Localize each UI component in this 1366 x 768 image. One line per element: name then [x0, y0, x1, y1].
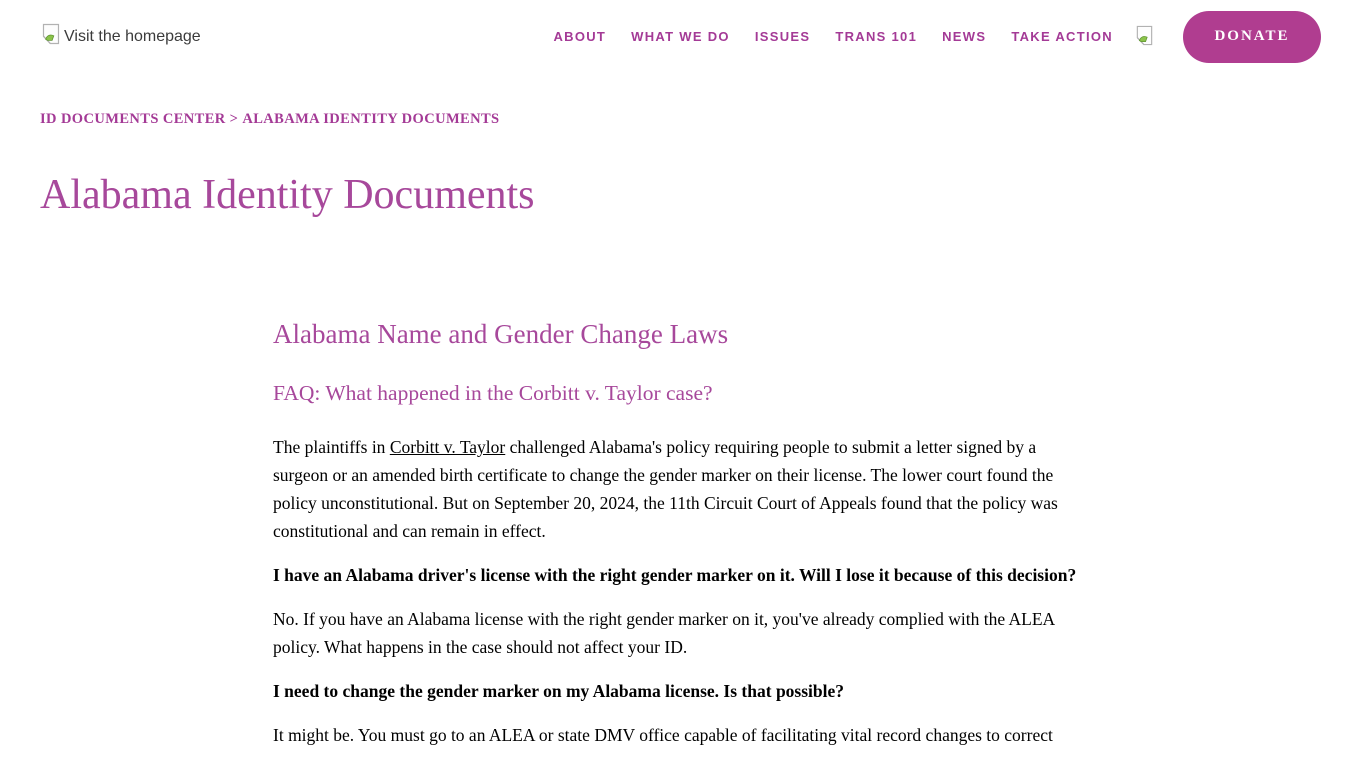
faq-question-2: I need to change the gender marker on my Alabama license. Is that possible? [273, 681, 845, 701]
page-title: Alabama Identity Documents [40, 172, 535, 218]
intro-prefix: The plaintiffs in [273, 437, 390, 457]
logo-alt-text: Visit the homepage [64, 27, 201, 45]
nav-item-about[interactable]: ABOUT [553, 29, 607, 44]
intro-paragraph [273, 433, 1083, 545]
article-content [273, 318, 1083, 749]
faq-answer-1: No. If you have an Alabama license with the right gender marker on it, you've already complied with the ALEA policy. What happens in the case should not affect your ID. [273, 609, 1055, 657]
broken-image-icon [40, 22, 62, 51]
breadcrumb-alabama-identity-documents[interactable]: ALABAMA IDENTITY DOCUMENTS [242, 111, 500, 127]
broken-image-icon [1134, 24, 1155, 50]
corbitt-v-taylor-link[interactable]: Corbitt v. Taylor [389, 437, 506, 457]
intro-suffix: challenged Alabama's policy requiring people to submit a letter signed by a surgeon or an amended birth certificate to change the gender marker on their license. The lower court found the policy unconstitutional. But on September 20, 2024, the 11th Circuit Court of Appeals found that the policy was constitutional and can remain in effect. [273, 437, 1058, 541]
nav-item-trans-101[interactable]: TRANS 101 [835, 29, 918, 44]
faq-question-1: I have an Alabama driver's license with the right gender marker on it. Will I lose it because of this decision? [273, 565, 1077, 585]
homepage-logo-link[interactable] [40, 22, 201, 51]
nav-item-news[interactable]: NEWS [942, 29, 987, 44]
site-header [0, 0, 1366, 73]
nav-item-what-we-do[interactable]: WHAT WE DO [631, 29, 730, 44]
donate-button[interactable]: DONATE [1183, 11, 1321, 63]
faq-answer-2: It might be. You must go to an ALEA or state DMV office capable of facilitating vital record changes to correct [273, 725, 1053, 745]
main-nav [553, 29, 1113, 44]
breadcrumb-separator: > [229, 111, 239, 127]
breadcrumb [40, 112, 1366, 127]
search-button[interactable] [1134, 24, 1155, 50]
nav-item-issues[interactable]: ISSUES [754, 29, 811, 44]
breadcrumb-id-documents-center[interactable]: ID DOCUMENTS CENTER [40, 111, 226, 127]
faq-heading: FAQ: What happened in the Corbitt v. Taylor case? [273, 381, 713, 405]
section-heading: Alabama Name and Gender Change Laws [273, 319, 729, 349]
nav-item-take-action[interactable]: TAKE ACTION [1011, 29, 1113, 44]
